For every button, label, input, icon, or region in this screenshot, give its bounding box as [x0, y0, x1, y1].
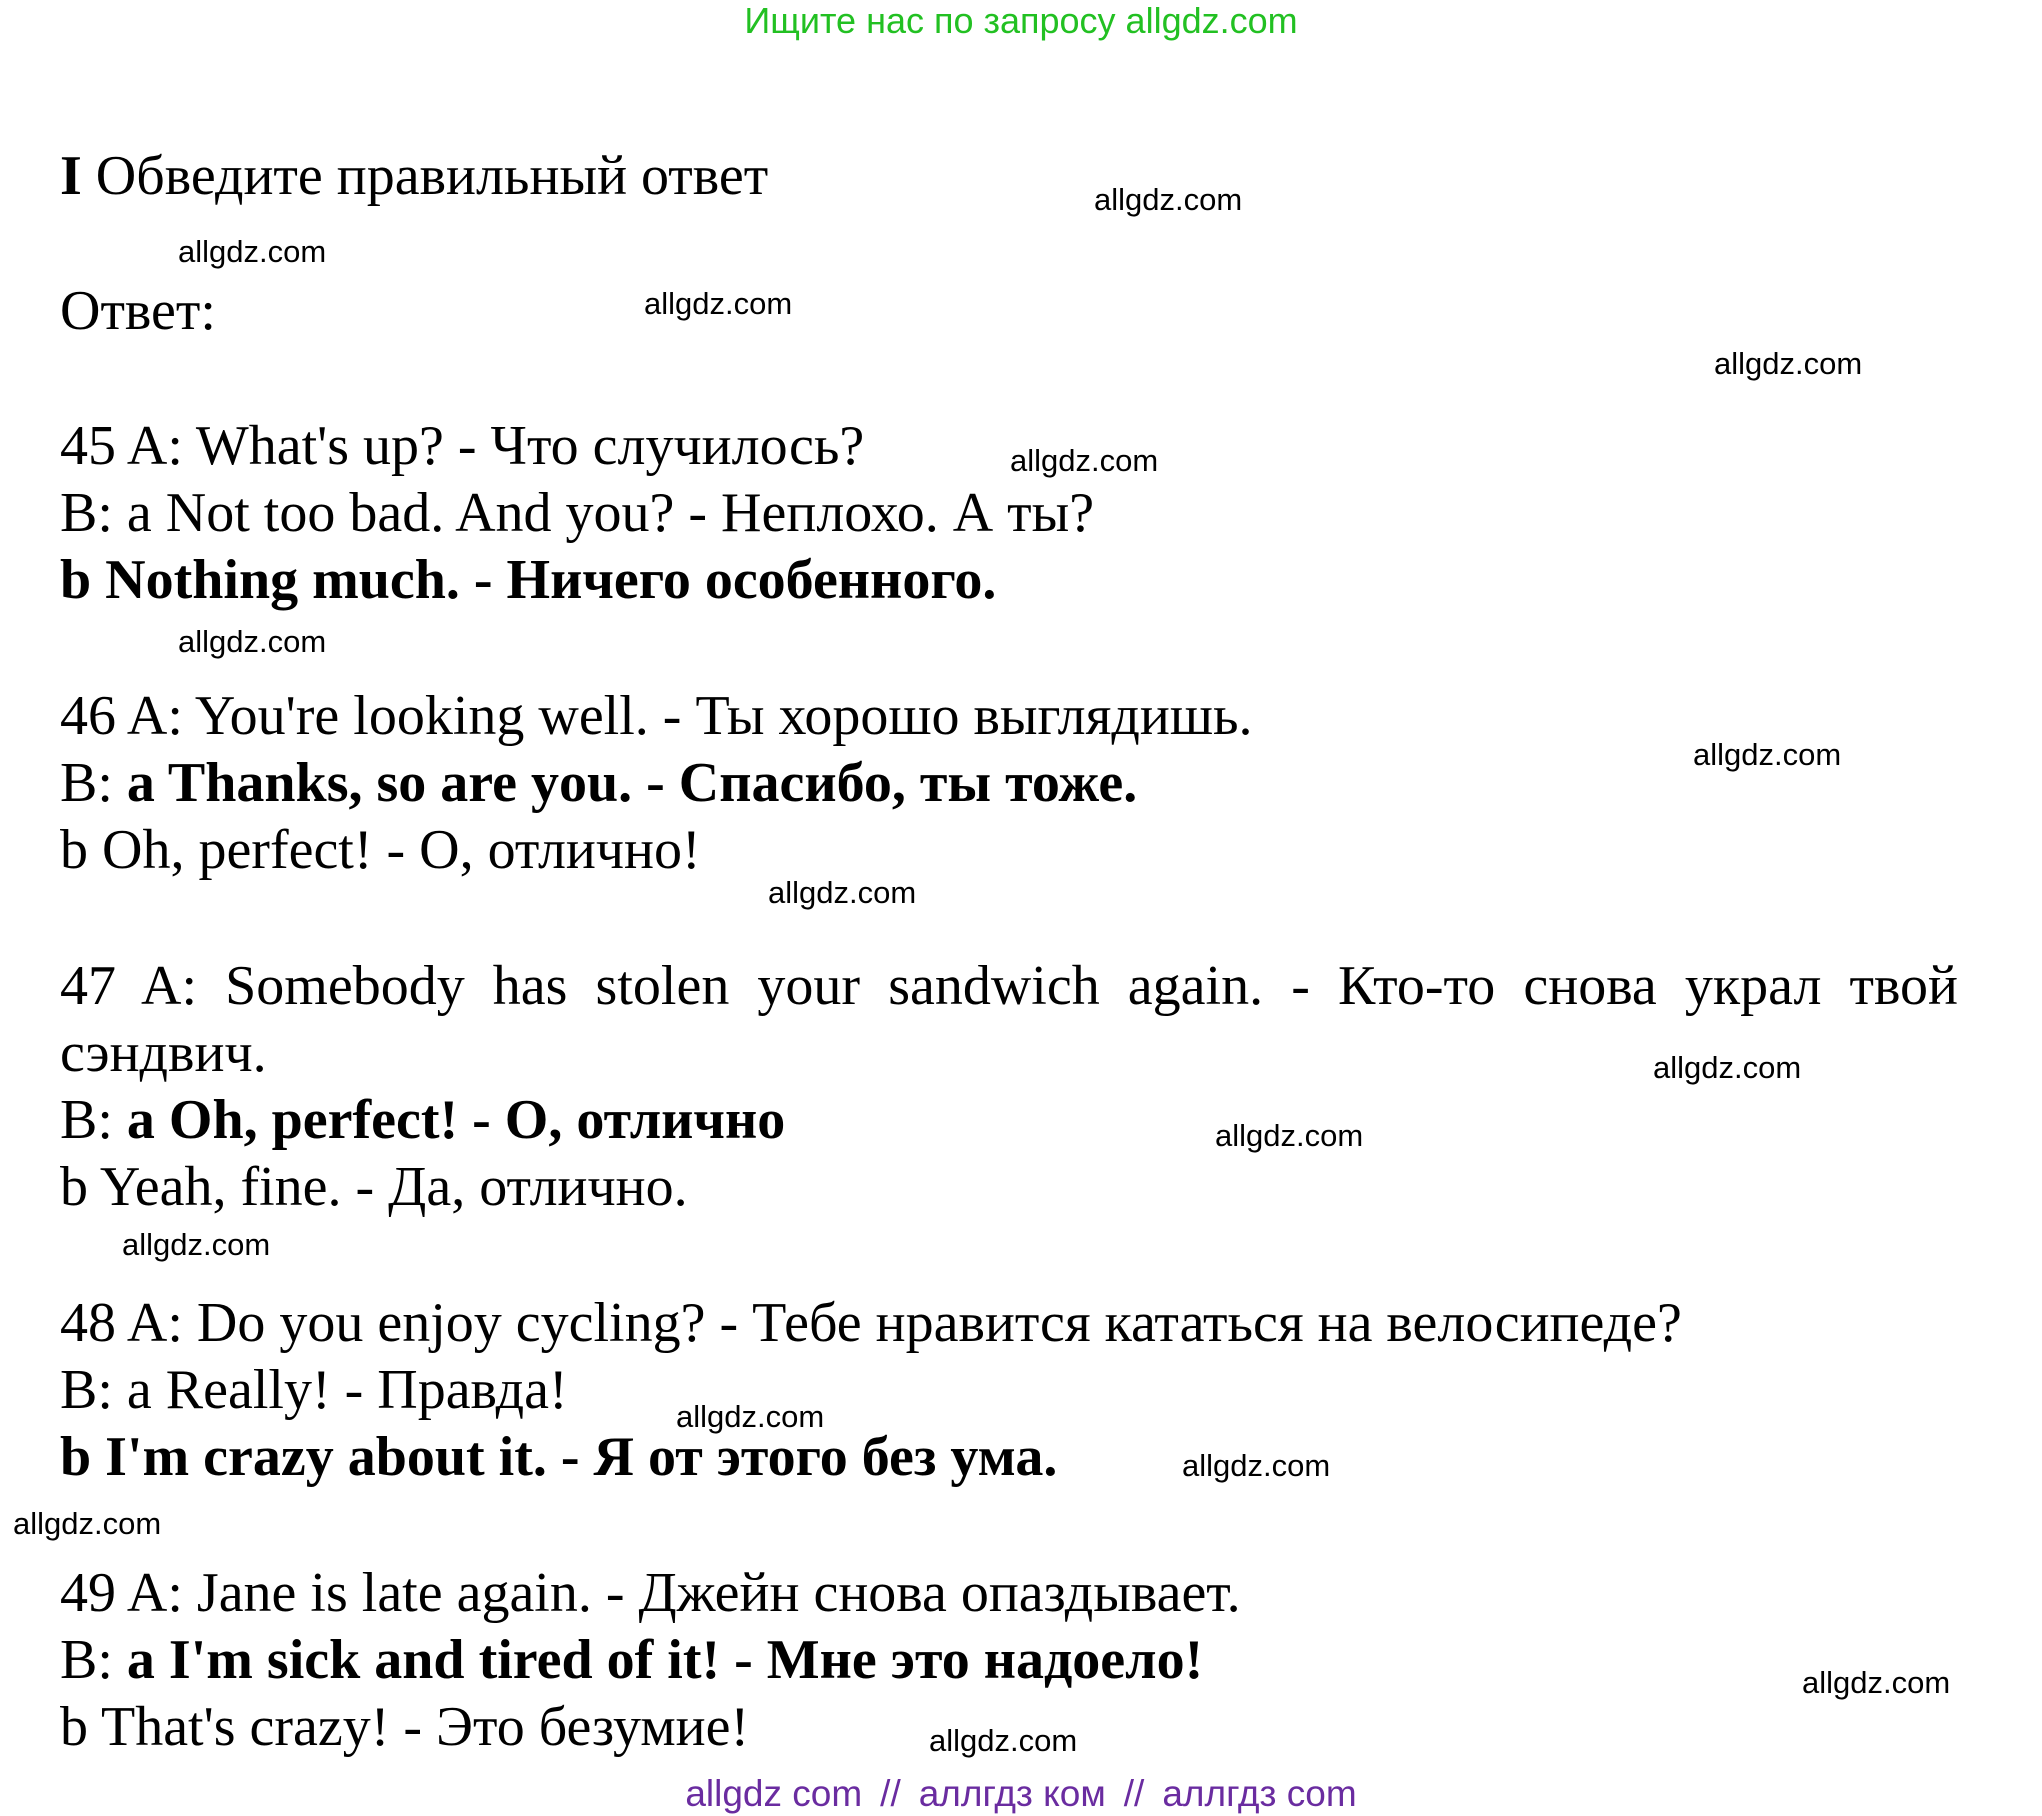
watermark: allgdz.com: [1010, 443, 1159, 478]
top-banner: Ищите нас по запросу allgdz.com: [744, 0, 1298, 41]
option-49a-correct: [60, 1627, 1203, 1693]
option-46a-correct: [60, 750, 1137, 816]
option-text: a Thanks, so are you. - Спасибо, ты тоже.: [126, 752, 1138, 814]
question-46: 46 A: You're looking well. - Ты хорошо выглядишь.: [60, 685, 1253, 747]
watermark: allgdz.com: [1802, 1665, 1951, 1700]
task-heading: [60, 143, 768, 209]
bottom-banner-part1: allgdz com: [685, 1773, 863, 1814]
watermark: allgdz.com: [1215, 1118, 1364, 1153]
question-47-line2: сэндвич.: [60, 1022, 267, 1084]
option-48b-correct: b I'm crazy about it. - Я от этого без ума.: [60, 1426, 1058, 1488]
task-instruction: Обведите правильный ответ: [95, 145, 769, 207]
option-45b-correct: b Nothing much. - Ничего особенного.: [60, 549, 997, 611]
question-45: 45 A: What's up? - Что случилось?: [60, 415, 865, 477]
watermark: allgdz.com: [13, 1506, 162, 1541]
option-prefix: B:: [60, 1629, 127, 1691]
option-text: a Really! - Правда!: [126, 1359, 568, 1421]
watermark: allgdz.com: [1094, 182, 1243, 217]
bottom-banner: [0, 1772, 2042, 1816]
watermark: allgdz.com: [644, 286, 793, 321]
question-47-line1: 47 A: Somebody has stolen your sandwich again. - Кто-то снова украл твой: [60, 955, 1958, 1017]
watermark: allgdz.com: [1182, 1448, 1331, 1483]
question-49: 49 A: Jane is late again. - Джейн снова опаздывает.: [60, 1562, 1241, 1624]
option-49b: b That's crazy! - Это безумие!: [60, 1696, 750, 1758]
watermark: allgdz.com: [1714, 346, 1863, 381]
question-48: 48 A: Do you enjoy cycling? - Тебе нравится кататься на велосипеде?: [60, 1292, 1682, 1354]
option-prefix: B:: [60, 1089, 127, 1151]
watermark: allgdz.com: [768, 875, 917, 910]
watermark: allgdz.com: [929, 1723, 1078, 1758]
watermark: allgdz.com: [122, 1227, 271, 1262]
option-48a: [60, 1357, 568, 1423]
option-text: a Not too bad. And you? - Неплохо. А ты?: [126, 482, 1095, 544]
task-number: I: [60, 145, 82, 207]
option-prefix: B:: [60, 1359, 127, 1421]
option-prefix: B:: [60, 482, 127, 544]
bottom-banner-part2: аллгдз ком: [918, 1773, 1106, 1814]
option-46b: b Oh, perfect! - О, отлично!: [60, 819, 701, 881]
option-text: a I'm sick and tired of it! - Мне это надоело!: [126, 1629, 1204, 1691]
watermark: allgdz.com: [1653, 1050, 1802, 1085]
watermark: allgdz.com: [178, 234, 327, 269]
answer-label: Ответ:: [60, 280, 216, 342]
option-47a-correct: [60, 1087, 785, 1153]
bottom-banner-separator: //: [880, 1773, 901, 1814]
option-47b: b Yeah, fine. - Да, отлично.: [60, 1156, 688, 1218]
option-text: a Oh, perfect! - О, отлично: [126, 1089, 786, 1151]
option-45a: [60, 480, 1094, 546]
watermark: allgdz.com: [1693, 737, 1842, 772]
watermark: allgdz.com: [178, 624, 327, 659]
bottom-banner-separator: //: [1123, 1773, 1145, 1814]
bottom-banner-part3: аллгдз com: [1162, 1773, 1357, 1814]
watermark: allgdz.com: [676, 1399, 825, 1434]
option-prefix: B:: [60, 752, 127, 814]
